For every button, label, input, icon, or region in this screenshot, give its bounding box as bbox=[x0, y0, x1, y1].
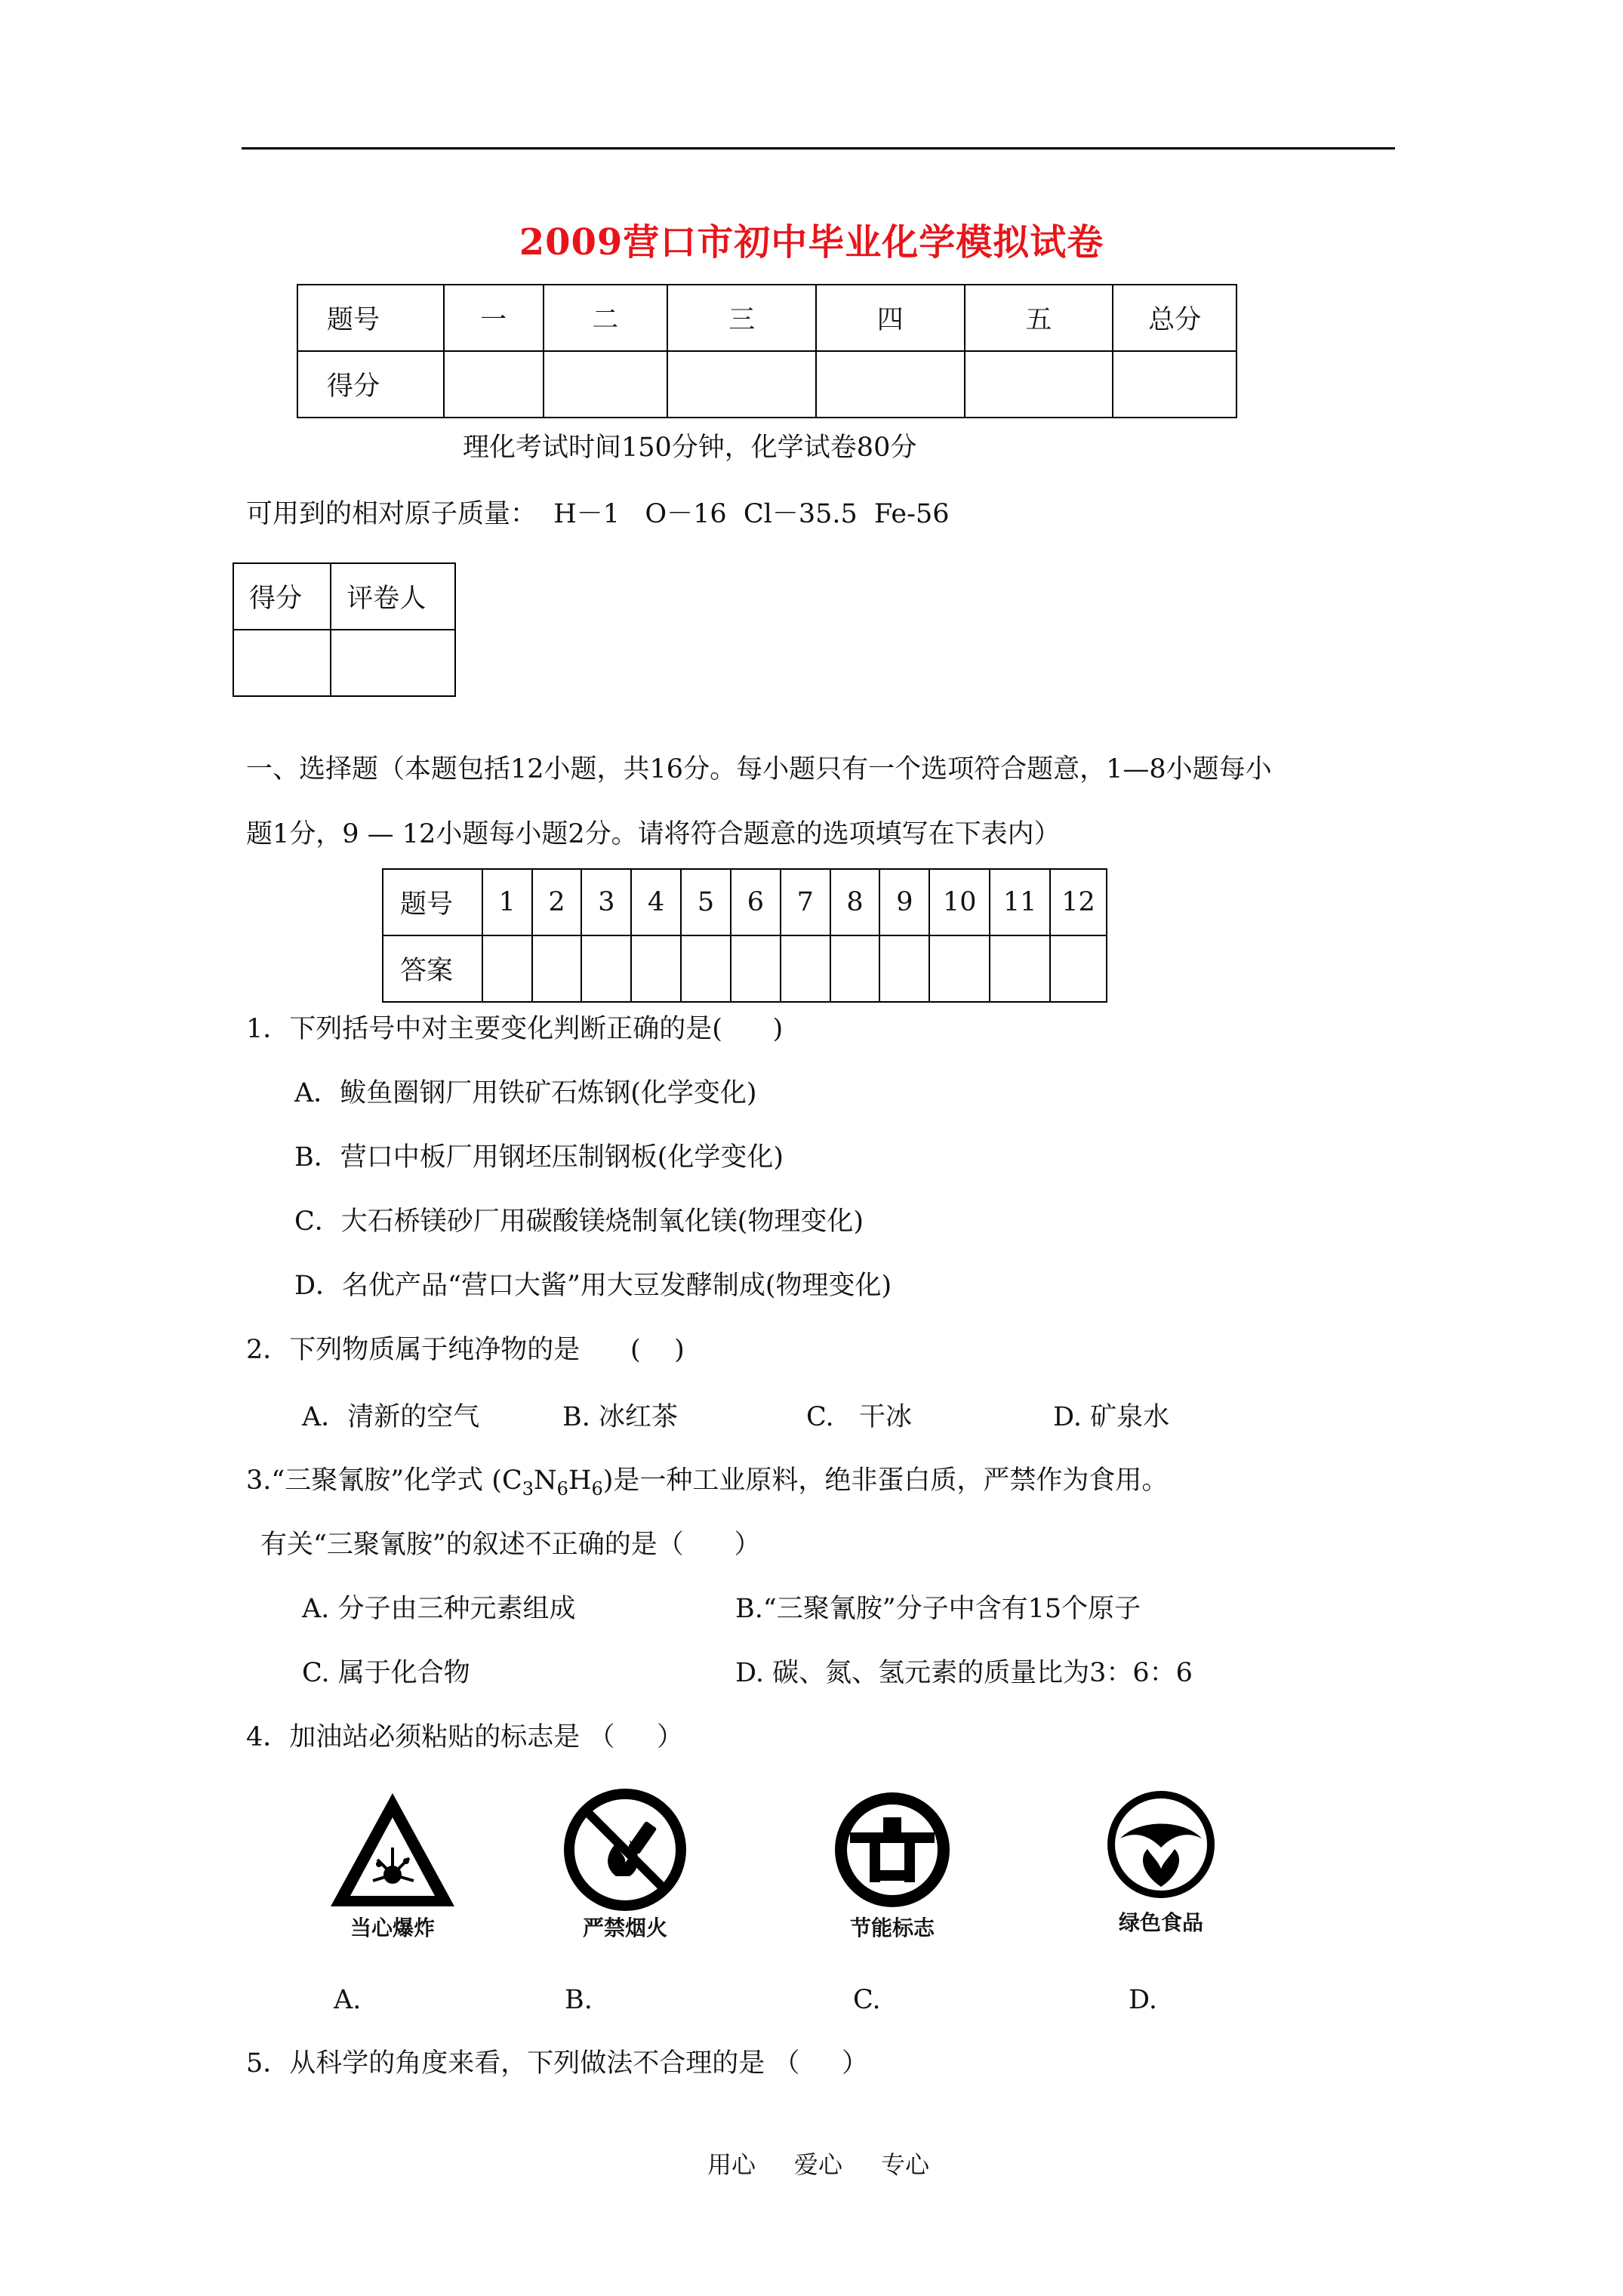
question-1-option-d: D．名优产品“营口大酱”用大豆发酵制成(物理变化) bbox=[294, 1271, 892, 1301]
score-header-cell: 一 bbox=[444, 285, 544, 351]
atomic-masses: 可用到的相对原子质量： H－1 O－16 Cl－35.5 Fe-56 bbox=[246, 499, 950, 529]
formula-subscript: 6 bbox=[591, 1478, 603, 1499]
grader-name-cell[interactable] bbox=[331, 630, 455, 696]
energy-saving-icon bbox=[824, 1786, 960, 1914]
question-3-option-b: B.“三聚氰胺”分子中含有15个原子 bbox=[735, 1594, 1141, 1624]
sign-b-letter: B. bbox=[565, 1985, 593, 2015]
question-2-option-b: B. 冰红茶 bbox=[562, 1402, 678, 1432]
question-number-cell: 4 bbox=[631, 869, 681, 935]
sign-d-letter: D. bbox=[1129, 1985, 1157, 2015]
sign-c-label: 节能标志 bbox=[849, 1915, 935, 1940]
question-3-stem bbox=[246, 1465, 1168, 1500]
score-header-cell: 总分 bbox=[1113, 285, 1236, 351]
answer-cell[interactable] bbox=[532, 935, 582, 1002]
formula-subscript: 6 bbox=[556, 1478, 568, 1499]
explosion-warning-icon bbox=[325, 1786, 460, 1914]
answer-cell[interactable] bbox=[631, 935, 681, 1002]
answer-row-label: 答案 bbox=[383, 935, 482, 1002]
answer-cell[interactable] bbox=[990, 935, 1050, 1002]
green-food-icon bbox=[1093, 1786, 1229, 1914]
question-number-cell: 9 bbox=[879, 869, 929, 935]
answer-cell[interactable] bbox=[681, 935, 731, 1002]
score-header-cell: 题号 bbox=[297, 285, 444, 351]
question-number-cell: 2 bbox=[532, 869, 582, 935]
question-1-stem: 1．下列括号中对主要变化判断正确的是( ) bbox=[246, 1014, 784, 1044]
score-row-label: 得分 bbox=[297, 351, 444, 418]
score-cell[interactable] bbox=[816, 351, 965, 418]
question-1-option-b: B．营口中板厂用钢坯压制钢板(化学变化) bbox=[294, 1142, 784, 1173]
exam-info: 理化考试时间150分钟，化学试卷80分 bbox=[463, 433, 917, 463]
question-3-stem-text: 3.“三聚氰胺”化学式 (C bbox=[246, 1465, 522, 1496]
formula-element: N bbox=[534, 1465, 557, 1496]
question-2-option-d: D. 矿泉水 bbox=[1053, 1402, 1170, 1432]
answer-cell[interactable] bbox=[581, 935, 631, 1002]
answer-cell[interactable] bbox=[830, 935, 880, 1002]
question-3-option-a: A. 分子由三种元素组成 bbox=[302, 1594, 576, 1624]
score-header-cell: 四 bbox=[816, 285, 965, 351]
header-rule bbox=[242, 147, 1395, 149]
question-1-option-c: C．大石桥镁砂厂用碳酸镁烧制氧化镁(物理变化) bbox=[294, 1207, 864, 1237]
score-table-score-row bbox=[297, 351, 1236, 418]
footer-item: 用心 bbox=[707, 2150, 756, 2179]
question-2-option-c: C. 干冰 bbox=[806, 1402, 913, 1432]
question-3-option-d: D. 碳、氮、氢元素的质量比为3：6：6 bbox=[735, 1658, 1193, 1688]
formula-element: H bbox=[568, 1465, 592, 1496]
answer-table-number-row bbox=[383, 869, 1107, 935]
sign-b-label: 严禁烟火 bbox=[582, 1915, 667, 1940]
score-header-cell: 三 bbox=[667, 285, 816, 351]
question-number-cell: 8 bbox=[830, 869, 880, 935]
question-3-stem-cont: 有关“三聚氰胺”的叙述不正确的是（ ） bbox=[260, 1530, 761, 1560]
no-fire-icon bbox=[557, 1786, 693, 1914]
footer-item: 专心 bbox=[881, 2150, 930, 2179]
score-cell[interactable] bbox=[667, 351, 816, 418]
grader-table bbox=[233, 562, 456, 697]
question-5-stem: 5．从科学的角度来看，下列做法不合理的是 （ ） bbox=[246, 2048, 869, 2079]
section1-heading-cont: 题1分，9 — 12小题每小题2分。请将符合题意的选项填写在下表内） bbox=[246, 819, 1061, 849]
question-number-cell: 10 bbox=[929, 869, 990, 935]
question-3-stem-text: )是一种工业原料，绝非蛋白质，严禁作为食用。 bbox=[602, 1465, 1169, 1496]
sign-a-letter: A. bbox=[334, 1985, 362, 2015]
question-number-cell: 3 bbox=[581, 869, 631, 935]
answer-table bbox=[382, 868, 1107, 1003]
page-title: 2009营口市初中毕业化学模拟试卷 bbox=[519, 221, 1104, 264]
question-4-stem: 4．加油站必须粘贴的标志是 （ ） bbox=[246, 1722, 684, 1752]
score-cell[interactable] bbox=[444, 351, 544, 418]
formula-subscript: 3 bbox=[522, 1478, 534, 1499]
question-number-cell: 7 bbox=[781, 869, 830, 935]
score-header-cell: 五 bbox=[965, 285, 1113, 351]
question-number-cell: 12 bbox=[1050, 869, 1107, 935]
score-cell[interactable] bbox=[544, 351, 668, 418]
answer-cell[interactable] bbox=[781, 935, 830, 1002]
question-2-stem: 2．下列物质属于纯净物的是 ( ) bbox=[246, 1335, 685, 1365]
question-number-cell: 6 bbox=[731, 869, 781, 935]
answer-cell[interactable] bbox=[929, 935, 990, 1002]
score-cell[interactable] bbox=[1113, 351, 1236, 418]
grader-score-cell[interactable] bbox=[233, 630, 331, 696]
question-2-option-a: A．清新的空气 bbox=[302, 1402, 480, 1432]
sign-a-label: 当心爆炸 bbox=[350, 1915, 435, 1940]
answer-cell[interactable] bbox=[1050, 935, 1107, 1002]
answer-cell[interactable] bbox=[879, 935, 929, 1002]
answer-cell[interactable] bbox=[482, 935, 532, 1002]
question-number-cell: 1 bbox=[482, 869, 532, 935]
sign-c-letter: C. bbox=[853, 1985, 881, 2015]
answer-header-label: 题号 bbox=[383, 869, 482, 935]
score-table bbox=[297, 284, 1237, 418]
score-cell[interactable] bbox=[965, 351, 1113, 418]
sign-d-label: 绿色食品 bbox=[1118, 1910, 1203, 1935]
score-header-cell: 二 bbox=[544, 285, 668, 351]
question-3-option-c: C. 属于化合物 bbox=[302, 1658, 470, 1688]
footer-item: 爱心 bbox=[794, 2150, 843, 2179]
question-1-option-a: A．鲅鱼圈钢厂用铁矿石炼钢(化学变化) bbox=[294, 1078, 757, 1108]
section1-heading: 一、选择题（本题包括12小题，共16分。每小题只有一个选项符合题意，1—8小题每小 bbox=[246, 754, 1272, 784]
answer-cell[interactable] bbox=[731, 935, 781, 1002]
score-table-header-row bbox=[297, 285, 1236, 351]
grader-score-label: 得分 bbox=[233, 563, 331, 630]
grader-name-label: 评卷人 bbox=[331, 563, 455, 630]
answer-table-answer-row bbox=[383, 935, 1107, 1002]
question-number-cell: 5 bbox=[681, 869, 731, 935]
question-number-cell: 11 bbox=[990, 869, 1050, 935]
